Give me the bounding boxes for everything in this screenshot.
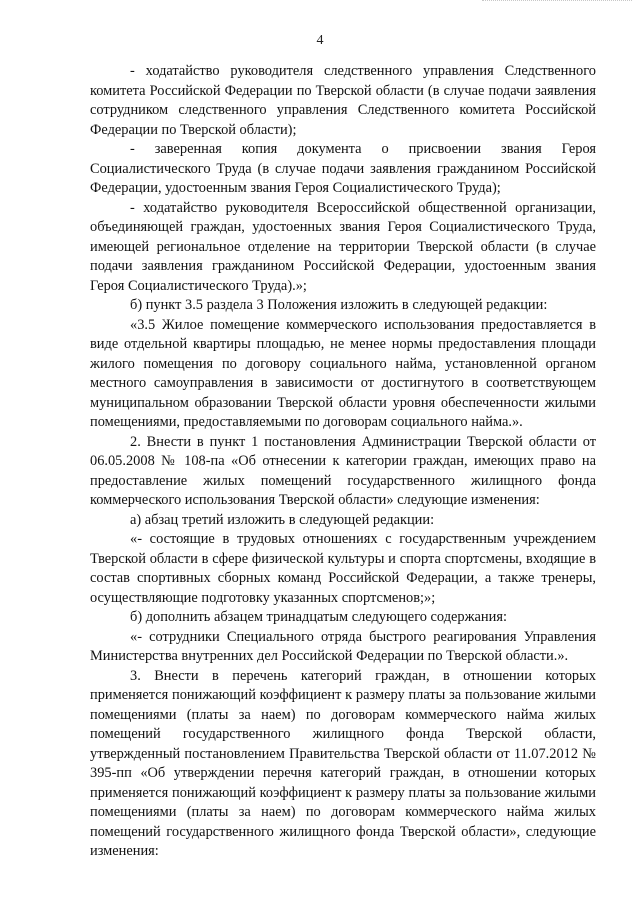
paragraph: «- сотрудники Специального отряда быстрого реагирования Управления Министерства внутренних дел Российской Федерации по Тверской области.». <box>90 628 596 664</box>
paragraph: - заверенная копия документа о присвоении звания Героя Социалистического Труда (в случае подачи заявления гражданином Российской Федерации, удостоенным звания Героя Социалистического Труда); <box>90 141 596 196</box>
paragraph: б) дополнить абзацем тринадцатым следующего содержания: <box>130 609 507 625</box>
paragraph: 3. Внести в перечень категорий граждан, в отношении которых применяется понижающий коэффициент к размеру платы за пользование жилыми помещениями (платы за наем) по договорам коммерческого найма жилых помещений государственного жилищного фонда Тверской области, утвержденный постановлением Правительства Тверской области от 11.07.2012 № 395-пп «Об утверждении перечня категорий граждан, в отношении которых применяется понижающий коэффициент к размеру платы за пользование жилыми помещениями (платы за наем) по договорам коммерческого найма жилых помещений государственного жилищного фонда Тверской области», следующие изменения: <box>90 667 596 859</box>
paragraph: «- состоящие в трудовых отношениях с государственным учреждением Тверской области в сфере физической культуры и спорта спортсмены, входящие в состав спортивных сборных команд Российской Федерации, а также тренеры, осуществляющие подготовку указанных спортсменов;»; <box>90 531 596 606</box>
paragraph: а) абзац третий изложить в следующей редакции: <box>130 511 435 528</box>
paragraph: - ходатайство руководителя следственного управления Следственного комитета Российской Федерации по Тверской области (в случае подачи заявления сотрудником следственного управления Следственного комитета Российской Федерации по Тверской области); <box>90 63 596 138</box>
paragraph: - ходатайство руководителя Всероссийской общественной организации, объединяющей граждан, удостоенных звания Героя Социалистического Труда, имеющей региональное отделение на территории Тверской области (в случае подачи заявления гражданином Российской Федерации, удостоенным звания Героя Социалистического Труда).»; <box>90 199 596 294</box>
paragraph: б) пункт 3.5 раздела 3 Положения изложить в следующей редакции: <box>130 297 548 313</box>
document-body <box>90 62 596 862</box>
scan-artifact <box>482 0 632 4</box>
paragraph: «3.5 Жилое помещение коммерческого использования предоставляется в виде отдельной квартиры площадью, не менее нормы предоставления площади жилого помещения по договору социального найма, установленной органом местного самоуправления в зависимости от достигнутого в соответствующем муниципальном образовании Тверской области уровня обеспеченности жилыми помещениями, предоставляемыми по договорам социального найма.». <box>90 316 596 430</box>
page-number: 4 <box>316 33 324 48</box>
paragraph: 2. Внести в пункт 1 постановления Администрации Тверской области от 06.05.2008 № 108-па «Об отнесении к категории граждан, имеющих право на предоставление жилых помещений государственного жилищного фонда коммерческого использования Тверской области» следующие изменения: <box>90 433 596 508</box>
